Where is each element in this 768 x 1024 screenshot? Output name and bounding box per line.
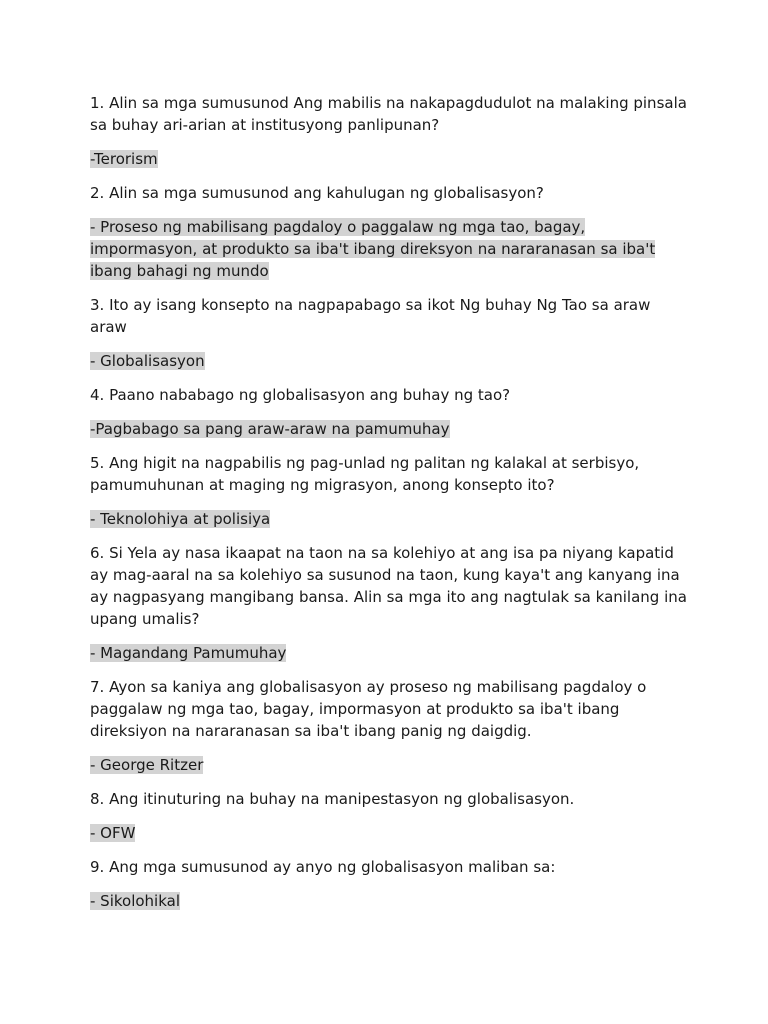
question-5: 5. Ang higit na nagpabilis ng pag-unlad ng palitan ng kalakal at serbisyo, pamumuhunan at maging ng migrasyon, anong konsepto ito? (90, 454, 640, 494)
answer-2-highlight: - Proseso ng mabilisang pagdaloy o paggalaw ng mga tao, bagay, impormasyon, at produkto sa iba't ibang direksyon na nararanasan sa iba't ibang bahagi ng mundo (90, 218, 656, 280)
answer-7 (90, 754, 690, 776)
answer-3 (90, 350, 690, 372)
answer-4 (90, 418, 690, 440)
question-4: 4. Paano nababago ng globalisasyon ang buhay ng tao? (90, 386, 511, 404)
answer-1 (90, 148, 690, 170)
question-9: 9. Ang mga sumusunod ay anyo ng globalisasyon maliban sa: (90, 858, 556, 876)
answer-3-highlight: - Globalisasyon (90, 352, 205, 370)
question-7: 7. Ayon sa kaniya ang globalisasyon ay proseso ng mabilisang pagdaloy o paggalaw ng mga tao, bagay, impormasyon at produkto sa iba't ibang direksiyon na nararanasan sa iba't ibang panig ng daigdig. (90, 678, 647, 740)
answer-6-highlight: - Magandang Pamumuhay (90, 644, 287, 662)
answer-2 (90, 216, 690, 282)
answer-7-highlight: - George Ritzer (90, 756, 204, 774)
question-1: 1. Alin sa mga sumusunod Ang mabilis na nakapagdudulot na malaking pinsala sa buhay ari-arian at institusyong panlipunan? (90, 94, 687, 134)
answer-9 (90, 890, 690, 912)
answer-4-highlight: -Pagbabago sa pang araw-araw na pamumuhay (90, 420, 450, 438)
answer-8 (90, 822, 690, 844)
document-page (90, 92, 690, 924)
answer-6 (90, 642, 690, 664)
answer-5-highlight: - Teknolohiya at polisiya (90, 510, 271, 528)
answer-1-highlight: -Terorism (90, 150, 158, 168)
question-3: 3. Ito ay isang konsepto na nagpapabago sa ikot Ng buhay Ng Tao sa araw araw (90, 296, 651, 336)
question-8: 8. Ang itinuturing na buhay na manipestasyon ng globalisasyon. (90, 790, 575, 808)
answer-5 (90, 508, 690, 530)
question-6: 6. Si Yela ay nasa ikaapat na taon na sa kolehiyo at ang isa pa niyang kapatid ay mag-aaral na sa kolehiyo sa susunod na taon, kung kaya't ang kanyang ina ay nagpasyang mangibang bansa. Alin sa mga ito ang nagtulak sa kanilang ina upang umalis? (90, 544, 687, 628)
question-2: 2. Alin sa mga sumusunod ang kahulugan ng globalisasyon? (90, 184, 544, 202)
answer-8-highlight: - OFW (90, 824, 136, 842)
answer-9-highlight: - Sikolohikal (90, 892, 180, 910)
